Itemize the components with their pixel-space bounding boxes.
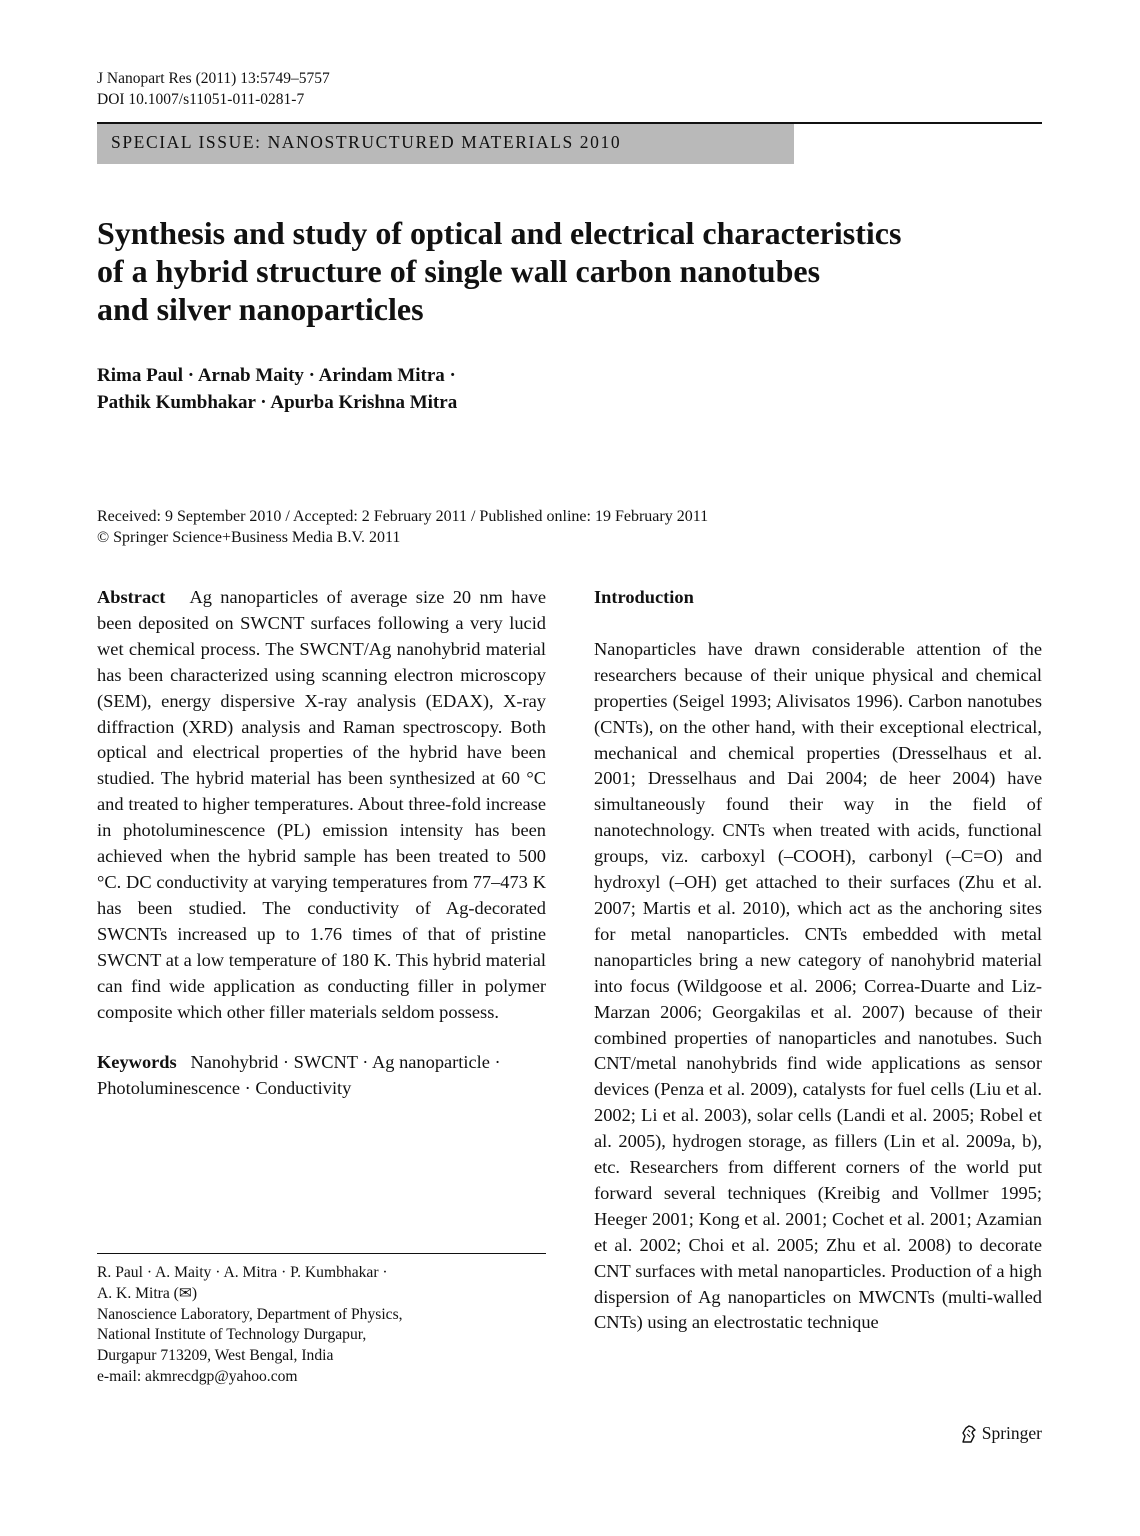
affiliation-line: National Institute of Technology Durgapur, bbox=[97, 1326, 367, 1344]
received-accepted-line: Received: 9 September 2010 / Accepted: 2 February 2011 / Published online: 19 February 2011 bbox=[97, 508, 709, 525]
journal-citation bbox=[97, 68, 330, 110]
affiliation-line: A. K. Mitra (✉) bbox=[97, 1284, 198, 1302]
springer-horse-logo-icon bbox=[960, 1424, 978, 1444]
authors-line: Pathik Kumbhakar · Apurba Krishna Mitra bbox=[97, 392, 458, 413]
abstract-text: Ag nanoparticles of average size 20 nm have been deposited on SWCNT surfaces following a very lucid wet chemical process. The SWCNT/Ag nanohybrid material has been characterized using scanning electron microscopy (SEM), energy dispersive X-ray analysis (EDAX), X-ray diffraction (XRD) analysis and Raman spectroscopy. Both optical and electrical properties of the hybrid have been studied. The hybrid material has been synthesized at 60 °C and treated to higher temperatures. About three-fold increase in photoluminescence (PL) emission intensity has been achieved when the hybrid sample has been treated to 500 °C. DC conductivity at varying temperatures from 77–473 K has been studied. The conductivity of Ag-decorated SWCNTs increased up to 1.76 times of that of pristine SWCNT at a low temperature of 180 K. This hybrid material can find wide application as conducting filler in polymer composite which other filler materials seldom possess. bbox=[97, 587, 546, 1022]
abstract-label: Abstract bbox=[97, 587, 166, 607]
authors-line: Rima Paul · Arnab Maity · Arindam Mitra · bbox=[97, 365, 456, 386]
publisher-footer bbox=[960, 1423, 1042, 1444]
copyright-line: © Springer Science+Business Media B.V. 2011 bbox=[97, 529, 401, 546]
keywords bbox=[97, 1050, 546, 1102]
affiliation-block bbox=[97, 1263, 546, 1388]
author-list bbox=[97, 362, 797, 416]
right-column bbox=[594, 585, 1042, 1336]
special-issue-label: SPECIAL ISSUE: NANOSTRUCTURED MATERIALS 2010 bbox=[111, 132, 622, 152]
left-column bbox=[97, 585, 546, 1102]
abstract bbox=[97, 585, 546, 1025]
keywords-text: Nanohybrid · SWCNT · Ag nanoparticle · Photoluminescence · Conductivity bbox=[97, 1052, 501, 1099]
special-issue-banner bbox=[97, 124, 794, 164]
publisher-name: Springer bbox=[981, 1423, 1042, 1443]
affiliation-line: R. Paul · A. Maity · A. Mitra · P. Kumbhakar · bbox=[97, 1264, 388, 1281]
title-line: Synthesis and study of optical and electrical characteristics bbox=[97, 215, 902, 251]
introduction-text: Nanoparticles have drawn considerable attention of the researchers because of their unique physical and chemical properties (Seigel 1993; Alivisatos 1996). Carbon nanotubes (CNTs), on the other hand, with their exceptional electrical, mechanical and chemical properties (Dresselhaus et al. 2001; Dresselhaus and Dai 2004; de heer 2004) have simultaneously found their way in the field of nanotechnology. CNTs when treated with acids, functional groups, viz. carboxyl (–COOH), carbonyl (–C=O) and hydroxyl (–OH) get attached to their surfaces (Zhu et al. 2007; Martis et al. 2010), which act as the anchoring sites for metal nanoparticles. CNTs embedded with metal nanoparticles bring a new category of nanohybrid material into focus (Wildgoose et al. 2006; Correa-Duarte and Liz-Marzan 2006; Georgakilas et al. 2007) because of their combined properties of nanoparticles and nanotubes. Such CNT/metal nanohybrids find wide applications as sensor devices (Penza et al. 2009), catalysts for fuel cells (Liu et al. 2002; Li et al. 2003), solar cells (Landi et al. 2005; Robel et al. 2005), hydrogen storage, as fillers (Lin et al. 2009a, b), etc. Researchers from different corners of the world put forward several techniques (Kreibig and Vollmer 1995; Heeger 2001; Kong et al. 2001; Cochet et al. 2001; Azamian et al. 2002; Choi et al. 2005; Zhu et al. 2008) to decorate CNT surfaces with metal nanoparticles. Production of a high dispersion of Ag nanoparticles on MWCNTs (multi-walled CNTs) using an electrostatic technique bbox=[594, 638, 1042, 1333]
email-line: e-mail: akmrecdgp@yahoo.com bbox=[97, 1367, 298, 1385]
introduction-heading: Introduction bbox=[594, 587, 694, 607]
affiliation-line: Durgapur 713209, West Bengal, India bbox=[97, 1347, 334, 1365]
publication-dates bbox=[97, 506, 1037, 548]
title-line: and silver nanoparticles bbox=[97, 291, 424, 327]
doi-line: DOI 10.1007/s11051-011-0281-7 bbox=[97, 91, 305, 108]
keywords-label: Keywords bbox=[97, 1052, 177, 1073]
journal-line: J Nanopart Res (2011) 13:5749–5757 bbox=[97, 70, 330, 87]
affiliation-rule bbox=[97, 1253, 546, 1254]
affiliation-line: Nanoscience Laboratory, Department of Physics, bbox=[97, 1305, 403, 1323]
title-line: of a hybrid structure of single wall carbon nanotubes bbox=[97, 253, 821, 289]
article-title bbox=[97, 214, 997, 328]
